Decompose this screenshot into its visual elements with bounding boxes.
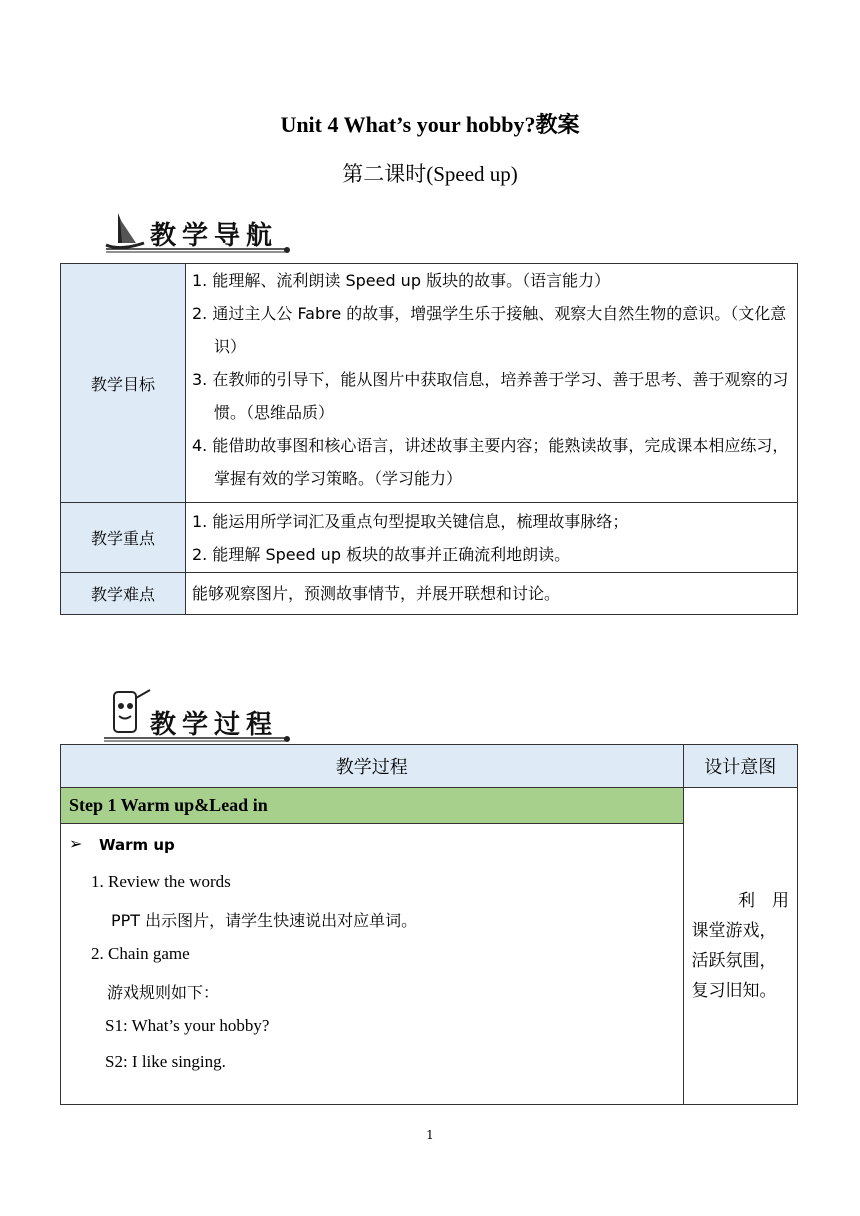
goal-item: 4. 能借助故事图和核心语言，讲述故事主要内容；能熟读故事，完成课本相应练习，掌握有效的学习策略。（学习能力）: [192, 436, 789, 488]
key-points-content: [186, 503, 798, 573]
row-label-difficulties: 教学难点: [61, 573, 186, 615]
design-intent-cell: [683, 788, 797, 1105]
key-point-item: 2. 能理解 Speed up 板块的故事并正确流利地朗读。: [192, 544, 571, 564]
step-body-inner: [61, 824, 683, 1104]
process-banner: [100, 688, 300, 738]
intent-line: 复习旧知。: [691, 981, 777, 1001]
bullet-label: Warm up: [99, 836, 175, 854]
goal-item: 3. 在教师的引导下，能从图片中获取信息，培养善于学习、善于思考、善于观察的习惯。（思维品质）: [192, 370, 789, 422]
row-label-goals: 教学目标: [61, 264, 186, 503]
table-row: [61, 503, 798, 573]
process-line: 2. Chain game: [91, 944, 190, 963]
page-number: 1: [426, 1128, 434, 1142]
difficulty-item: 能够观察图片，预测故事情节，并展开联想和讨论。: [192, 584, 561, 603]
step-title: Step 1 Warm up&Lead in: [61, 788, 684, 824]
step-body: [61, 824, 684, 1105]
intent-line: 利 用: [738, 891, 789, 911]
row-label-key-points: 教学重点: [61, 503, 186, 573]
table-row: [61, 788, 798, 824]
goals-content: [186, 264, 798, 503]
difficulties-content: [186, 573, 798, 615]
nav-banner: [100, 205, 300, 255]
col-header-process: 教学过程: [61, 745, 684, 788]
intent-line: 活跃氛围，: [691, 951, 777, 971]
col-header-intent: 设计意图: [683, 745, 797, 788]
document-title: Unit 4 What’s your hobby?教案: [280, 112, 580, 137]
nav-banner-text: 教学导航: [150, 221, 279, 251]
process-line: S1: What’s your hobby?: [105, 1016, 270, 1035]
teaching-process-table: [60, 744, 798, 1105]
process-line: S2: I like singing.: [105, 1052, 226, 1071]
goal-item: 2. 通过主人公 Fabre 的故事，增强学生乐于接触、观察大自然生物的意识。（文化意识）: [192, 304, 787, 356]
bullet-arrow-icon: ➢: [69, 834, 83, 853]
intent-line: 课堂游戏，: [691, 921, 777, 941]
process-line: 1. Review the words: [91, 872, 231, 891]
goal-item: 1. 能理解、流利朗读 Speed up 版块的故事。（语言能力）: [192, 271, 611, 290]
table-header-row: [61, 745, 798, 788]
teaching-goals-table: [60, 263, 798, 615]
process-line: 游戏规则如下：: [107, 983, 220, 1002]
table-row: [61, 573, 798, 615]
document-subtitle: 第二课时(Speed up): [342, 162, 518, 186]
process-banner-text: 教学过程: [150, 710, 279, 740]
table-row: [61, 264, 798, 503]
process-line: PPT 出示图片，请学生快速说出对应单词。: [111, 911, 418, 930]
key-point-item: 1. 能运用所学词汇及重点句型提取关键信息，梳理故事脉络；: [192, 511, 629, 531]
